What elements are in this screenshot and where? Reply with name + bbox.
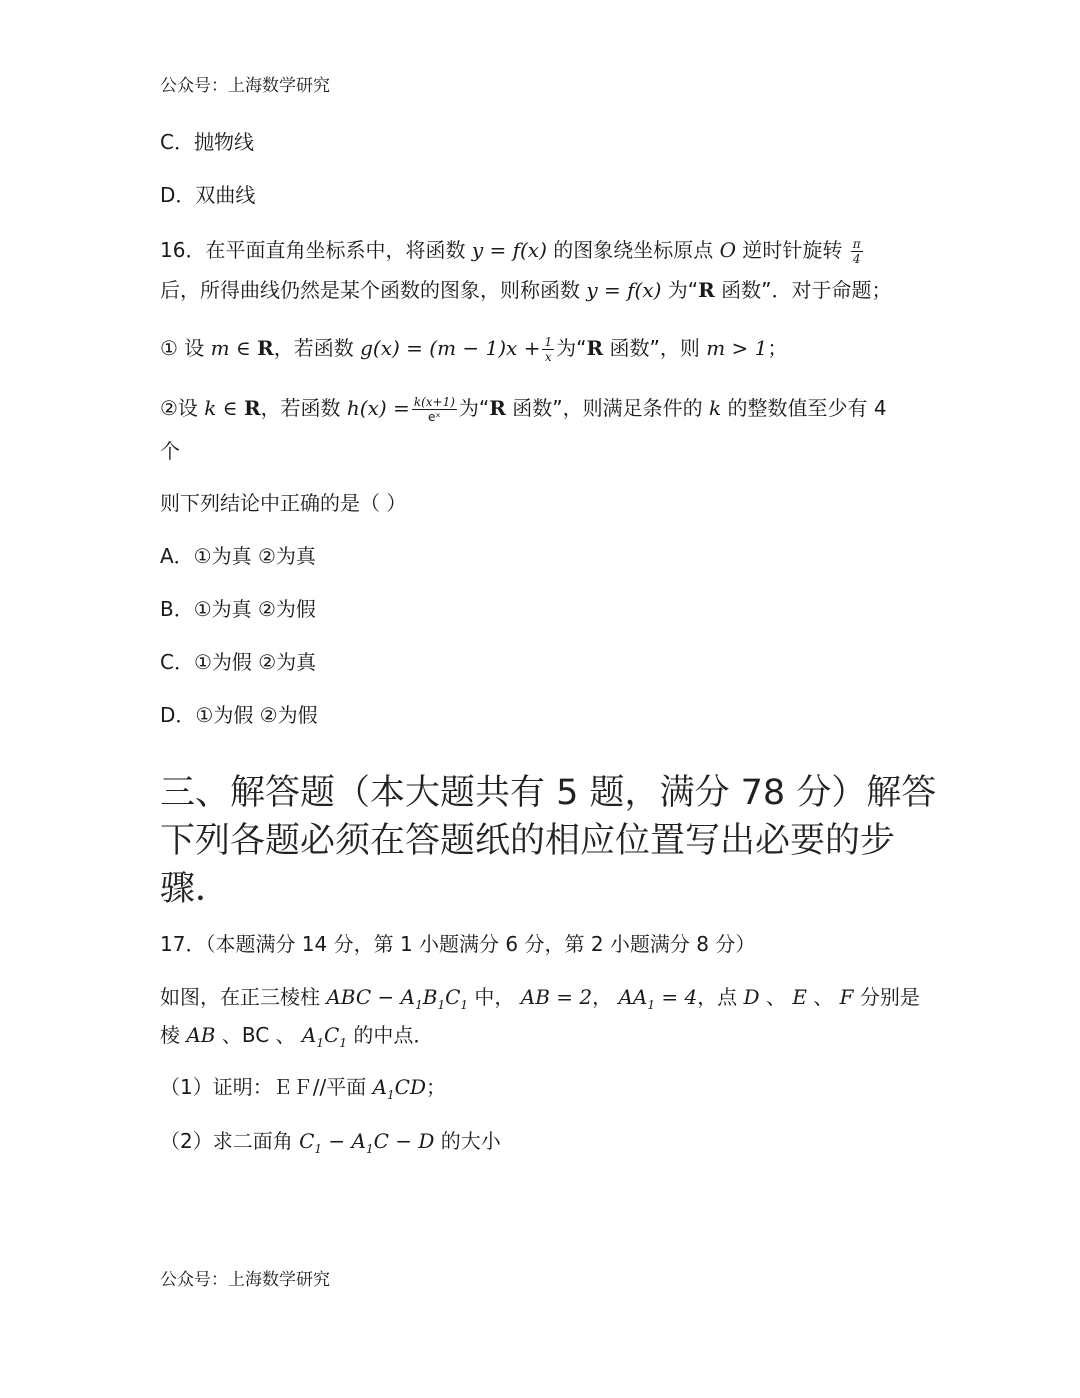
angle-fraction: $\frac{\pi}{4}$	[852, 237, 861, 266]
q16-line1: 16．在平面直角坐标系中，将函数 y = f(x) 的图象绕坐标原点 O 逆时针旋转 $\frac{\pi}{4}$	[160, 237, 861, 266]
q17-part2: （2）求二面角 $C_1 - A_1C - D$ 的大小	[160, 1129, 501, 1156]
page-header: 公众号：上海数学研究	[160, 76, 330, 96]
q17-line1: 如图，在正三棱柱 ABC − $A_1B_1C_1$ 中， AB = 2， $AA_1 = 4$，点 D 、 E 、 F 分别是	[160, 985, 920, 1012]
math-func: y = f(x)	[586, 278, 662, 302]
q16-option-b: B．①为真 ②为假	[160, 597, 316, 621]
q16-option-d: D．①为假 ②为假	[160, 703, 318, 727]
q16-number: 16．	[160, 238, 206, 262]
q16-proposition-2: ②设 k ∈ R，若函数 h(x) = $\frac{k(x+1)}{\text{eˣ}}$ 为“R 函数”，则满足条件的 k 的整数值至少有 4	[160, 395, 887, 424]
q16-option-c: C．①为假 ②为真	[160, 650, 317, 674]
option-c: C．抛物线	[160, 130, 254, 154]
page-footer: 公众号：上海数学研究	[160, 1270, 330, 1290]
q16-proposition-1: ① 设 m ∈ R，若函数 g(x) = (m − 1)x + $\frac{1}{x}$ 为“R 函数”，则 m > 1；	[160, 335, 788, 364]
math-func: y = f(x)	[471, 238, 547, 262]
section-heading-line3: 骤．	[160, 869, 231, 909]
q16-ask: 则下列结论中正确的是（ ）	[160, 491, 407, 515]
q16-option-a: A．①为真 ②为真	[160, 544, 316, 568]
fraction: $\frac{1}{x}$	[544, 335, 553, 364]
section-heading-line1: 三、解答题（本大题共有 5 题，满分 78 分）解答	[160, 773, 937, 813]
q16-proposition-2-cont: 个	[160, 439, 180, 463]
math-origin: O	[719, 238, 736, 262]
q17-title: 17．（本题满分 14 分，第 1 小题满分 6 分，第 2 小题满分 8 分）	[160, 932, 756, 956]
section-heading-line2: 下列各题必须在答题纸的相应位置写出必要的步	[160, 821, 896, 861]
q16-line2: 后，所得曲线仍然是某个函数的图象，则称函数 y = f(x) 为“R 函数”．对于命题；	[160, 278, 892, 302]
q17-line2: 棱 AB 、BC 、 $A_1C_1$ 的中点．	[160, 1023, 434, 1050]
q17-part1: （1）证明：ＥＦ//平面 $A_1CD$；	[160, 1075, 447, 1102]
option-d: D．双曲线	[160, 183, 256, 207]
fraction: $\frac{k(x+1)}{\text{eˣ}}$	[413, 395, 455, 424]
